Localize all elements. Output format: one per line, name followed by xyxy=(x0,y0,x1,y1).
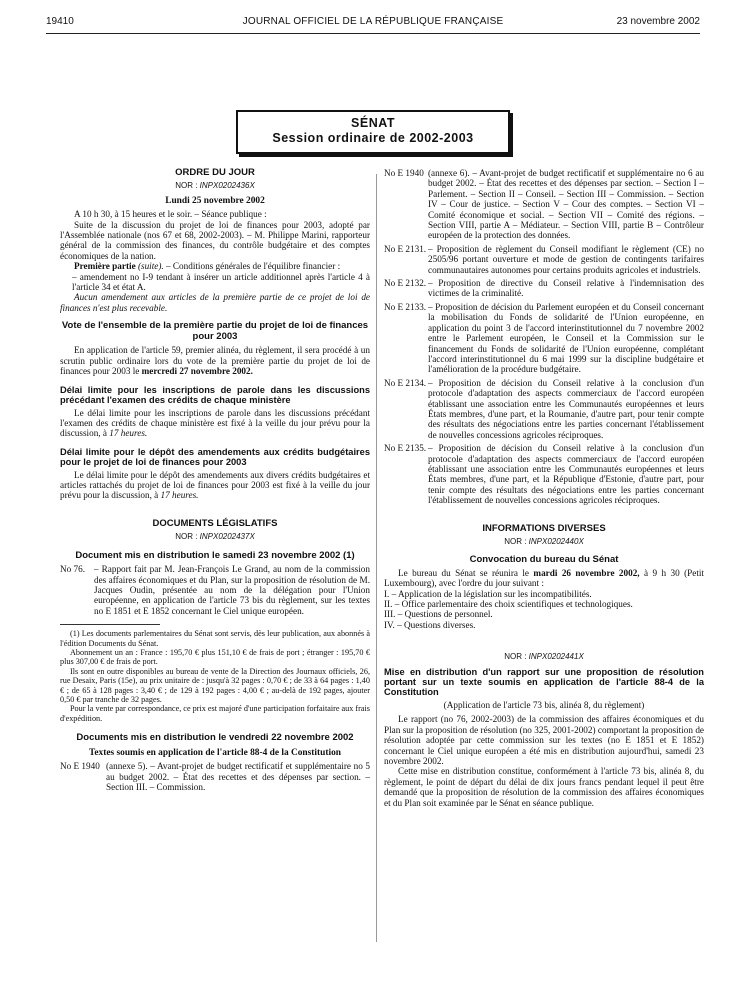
footnote-line: (1) Les documents parlementaires du Sénat sont servis, dès leur publication, aux abonnés à l'édition Documents du Sénat. xyxy=(60,629,370,648)
document-number: No 76. xyxy=(60,564,86,575)
textes-soumis-heading: Textes soumis en application de l'article 88-4 de la Constitution xyxy=(88,747,341,758)
amendement-line: – amendement no I-9 tendant à insérer un article additionnel après l'article 4 à l'article 34 et état A. xyxy=(72,271,370,293)
nor-reference: NOR : INPX0202437X xyxy=(175,532,255,542)
agenda-item: I. – Application de la législation sur les incompatibilités. xyxy=(384,588,592,599)
ordre-du-jour-heading: ORDRE DU JOUR xyxy=(175,167,255,178)
informations-diverses-heading: INFORMATIONS DIVERSES xyxy=(482,522,606,534)
document-number: No E 2135. xyxy=(384,443,427,454)
document-text: – Proposition de décision du Parlement européen et du Conseil concernant la mobilisation du Fonds de solidarité de l'Union européenne, en application du point 3 de l'accord interinstitutionnel du 7 novembre 2002 entre le Parlement européen, le Conseil et la Commission sur le financement du Fonds de solidarité de l'Union européenne, complétant l'accord interinstitutionnel du 6 mai 1999 sur la discipline budgétaire et l'amélioration de la procédure budgétaire. xyxy=(428,301,704,375)
agenda-item: III. – Questions de personnel. xyxy=(384,609,493,620)
document-number: No E 1940 xyxy=(384,168,424,178)
document-number: No E 2133. xyxy=(384,301,427,312)
document-item xyxy=(384,278,704,299)
discussion-paragraph: Suite de la discussion du projet de loi de finances pour 2003, adopté par l'Assemblée nationale (nos 67 et 68, 2002-2003). – M. Philippe Marini, rapporteur général de la commission des finances, du contrôle budgétaire et des comptes économiques de la nation. xyxy=(60,219,370,261)
document-number: No E 2131. xyxy=(384,243,427,254)
running-header xyxy=(46,14,700,30)
agenda-list xyxy=(384,589,704,631)
agenda-item: IV. – Questions diverses. xyxy=(384,619,476,630)
seance-line: A 10 h 30, à 15 heures et le soir. – Séance publique : xyxy=(74,209,267,220)
page-number: 19410 xyxy=(46,16,74,27)
document-text: – Rapport fait par M. Jean-François Le Grand, au nom de la commission des affaires économiques et du Plan, sur la proposition de résolution de M. Jacques Oudin, présentée au nom de la délégation pour l'Union européenne, en application de l'article 73 bis du règlement, sur les textes no E 1851 et E 1852 concernant le Ciel unique européen. xyxy=(94,564,370,616)
delai-inscriptions-heading: Délai limite pour les inscriptions de parole dans les discussions précédant l'examen des crédits de chaque ministère xyxy=(60,384,370,406)
document-item xyxy=(60,564,370,616)
journal-title: JOURNAL OFFICIEL DE LA RÉPUBLIQUE FRANÇAISE xyxy=(242,16,504,27)
premiere-partie-paragraph: Première partie (suite). – Conditions générales de l'équilibre financier : xyxy=(74,261,341,272)
document-item xyxy=(384,378,704,440)
document-item xyxy=(60,761,370,792)
footnote-line: Pour la vente par correspondance, ce prix est majoré d'une participation forfaitaire aux frais d'expédition. xyxy=(60,704,370,723)
document-item xyxy=(384,302,704,375)
senate-title: SÉNAT xyxy=(351,116,395,130)
column-divider xyxy=(376,174,377,942)
convocation-heading: Convocation du bureau du Sénat xyxy=(469,554,619,566)
document-text: – Proposition de décision du Conseil relative à la conclusion d'un protocole d'adaptation des aspects commerciaux de l'accord européen établissant une association entre les Communautés européennes et leurs États membres, d'une part, et la République d'Estonie, d'autre part, pour tenir compte des résultats des négociations entre les parties concernant l'établissement de nouvelles concessions agricoles réciproques. xyxy=(428,443,704,506)
document-number: No E 2134. xyxy=(384,377,427,388)
rapport-paragraph: Le rapport (no 76, 2002-2003) de la commission des affaires économiques et du Plan sur la proposition de résolution (no 325, 2001-2002) comportant la proposition de résolution adoptée par cette commission sur les textes (no E 1851 et E 1852) concernant le Ciel unique européen a été mis en distribution aujourd'hui, samedi 23 novembre 2002. xyxy=(384,714,704,766)
session-date: Lundi 25 novembre 2002 xyxy=(165,195,265,206)
documents-distribution-heading: Documents mis en distribution le vendredi 22 novembre 2002 xyxy=(76,732,354,744)
footnote xyxy=(60,629,370,723)
nor-reference: NOR : INPX0202436X xyxy=(175,181,255,191)
document-number: No E 2132. xyxy=(384,278,427,289)
application-note: (Application de l'article 73 bis, alinéa 8, du règlement) xyxy=(443,699,645,710)
nor-reference: NOR : INPX0202441X xyxy=(504,652,584,662)
delai-inscriptions-paragraph: Le délai limite pour les inscriptions de parole dans les discussions précédant l'examen des crédits de chaque ministère est fixé à la veille du jour prévu pour la discussion, à 17 heures. xyxy=(60,407,370,439)
footnote-line: Abonnement un an : France : 195,70 € plus 151,10 € de frais de port ; étranger : 195,70 € plus 307,00 € de frais de port. xyxy=(60,648,370,667)
footnote-line: Ils sont en outre disponibles au bureau de vente de la Direction des Journaux officiels, 26, rue Desaix, Paris (15e), au prix unitaire de : jusqu'à 32 pages : 0,70 € ; de 33 à 64 pages : 1,40 € ; de 65 à 128 pages : 3,40 € ; de 129 à 192 pages : 4,00 € ; au-delà de 192 pages, ajouter 0,50 € par tranche de 32 pages. xyxy=(60,666,370,705)
document-text: – Proposition de règlement du Conseil modifiant le règlement (CE) no 2505/96 portant ouverture et mode de gestion de contingents tarifaires communautaires autonomes pour certains produits agricoles et industriels. xyxy=(428,243,704,275)
document-item xyxy=(384,244,704,275)
vote-heading: Vote de l'ensemble de la première partie du projet de loi de finances pour 2003 xyxy=(61,320,369,342)
aucun-amendement-note: Aucun amendement aux articles de la première partie de ce projet de loi de finances n'est plus recevable. xyxy=(60,292,370,313)
left-column xyxy=(60,168,370,795)
vote-paragraph: En application de l'article 59, premier alinéa, du règlement, il sera procédé à un scrutin public ordinaire lors du vote de la première partie du projet de loi de finances pour 2003 le mercredi 27 novembre 2002. xyxy=(60,345,370,377)
agenda-item: II. – Office parlementaire des choix scientifiques et technologiques. xyxy=(384,599,633,610)
documents-legislatifs-heading: DOCUMENTS LÉGISLATIFS xyxy=(152,517,278,529)
mise-en-distribution-heading: Mise en distribution d'un rapport sur une proposition de résolution portant sur un texte soumis en application de l'article 88-4 de la Constitution xyxy=(384,666,704,698)
footnote-rule xyxy=(60,624,160,625)
mise-paragraph: Cette mise en distribution constitue, conformément à l'article 73 bis, alinéa 8, du règlement, le point de départ du délai de dix jours francs pendant lequel il peut être demandé que la proposition de résolution de la commission des affaires économiques et du Plan soit examinée par le Sénat en séance publique. xyxy=(384,766,704,808)
right-column xyxy=(384,168,704,808)
document-distribution-heading: Document mis en distribution le samedi 23 novembre 2002 (1) xyxy=(75,549,355,561)
document-text: (annexe 6). – Avant-projet de budget rectificatif et supplémentaire no 6 au budget 2002. – État des recettes et des dépenses par section. – Section I – Parlement. – Section II – Conseil. – Section III – Commission. – Section IV – Cour de justice. – Section V – Cour des comptes. – Section VI – Comité économique et social. – Section VII – Comité des régions. – Section VIII, partie A – Médiateur. – Section VIII, partie B – Contrôleur européen de la protection des données. xyxy=(428,168,704,241)
document-list xyxy=(384,168,704,506)
delai-amendements-heading: Délai limite pour le dépôt des amendements aux crédits budgétaires pour le projet de loi de finances pour 2003 xyxy=(60,446,370,468)
issue-date: 23 novembre 2002 xyxy=(616,16,700,27)
document-item xyxy=(384,443,704,505)
document-number: No E 1940 xyxy=(60,761,100,772)
nor-reference: NOR : INPX0202440X xyxy=(504,537,584,546)
document-text: – Proposition de directive du Conseil relative à l'indemnisation des victimes de la criminalité. xyxy=(428,278,704,299)
header-rule xyxy=(46,33,700,34)
document-item xyxy=(384,168,704,241)
document-text: – Proposition de décision du Conseil relative à la conclusion d'un protocole d'adaptation des aspects commerciaux de l'accord européen établissant une association entre les Communautés européennes et leurs États membres, d'une part, et la Roumanie, d'autre part, pour tenir compte des résultats des négociations entre les parties concernant l'établissement de nouvelles concessions agricoles réciproques. xyxy=(428,377,704,440)
convocation-paragraph: Le bureau du Sénat se réunira le mardi 26 novembre 2002, à 9 h 30 (Petit Luxembourg), avec l'ordre du jour suivant : xyxy=(384,567,704,589)
document-text: (annexe 5). – Avant-projet de budget rectificatif et supplémentaire no 5 au budget 2002. – État des recettes et des dépenses par section. – Section III. – Commission. xyxy=(106,761,370,793)
delai-amendements-paragraph: Le délai limite pour le dépôt des amendements aux divers crédits budgétaires et articles rattachés du projet de loi de finances pour 2003 est fixé à la veille du jour prévu pour la discussion, à 17 heures. xyxy=(60,469,370,501)
session-title: Session ordinaire de 2002-2003 xyxy=(272,131,474,145)
senate-title-box xyxy=(236,110,510,154)
